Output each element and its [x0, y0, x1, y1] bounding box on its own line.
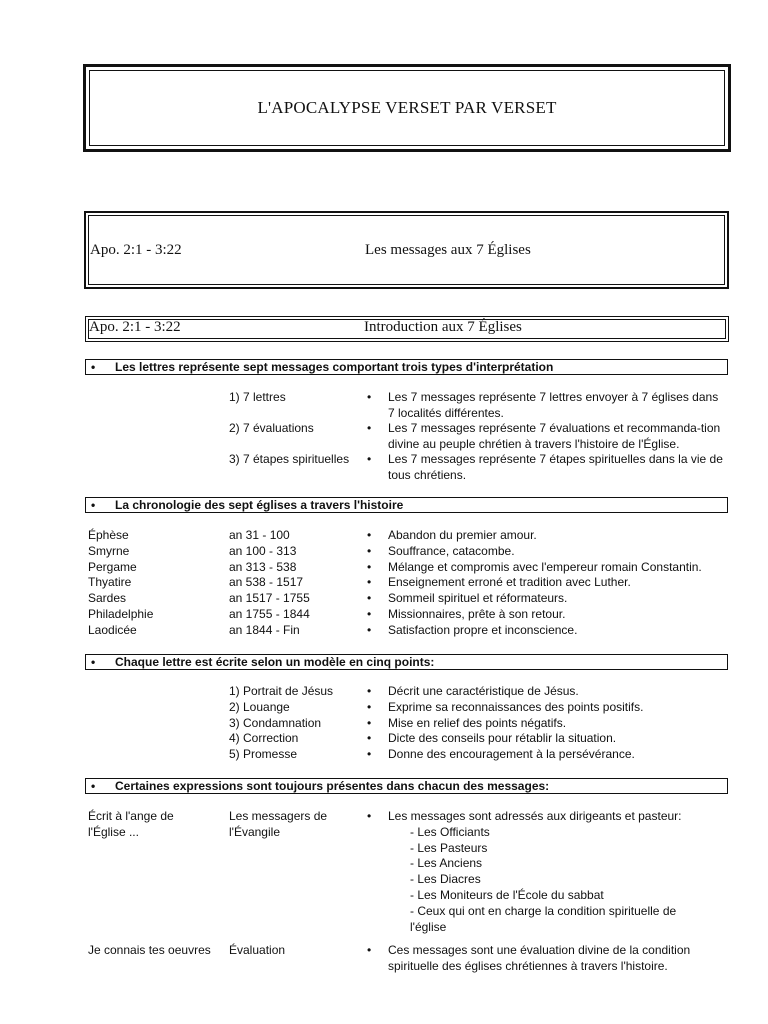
bullet: • [367, 731, 372, 745]
church-name: Sardes [88, 591, 127, 605]
bullet: • [367, 591, 372, 605]
model-point-text: Décrit une caractéristique de Jésus. [388, 684, 579, 698]
intro-box [85, 316, 729, 342]
section-heading-interpretation: • Les lettres représente sept messages comportant trois types d'interprétation [85, 359, 728, 375]
bullet: • [91, 360, 96, 374]
bullet: • [367, 544, 372, 558]
church-description: Abandon du premier amour. [388, 528, 537, 542]
intro-subject: Introduction aux 7 Églises [364, 319, 522, 335]
bullet: • [91, 779, 96, 793]
bullet: • [367, 716, 372, 730]
church-period: an 1844 - Fin [229, 623, 300, 637]
model-point-label: 5) Promesse [229, 747, 298, 761]
bullet: • [367, 943, 372, 957]
recipient-item: - Les Anciens [410, 856, 483, 871]
interpretation-text: Les 7 messages représente 7 évaluations et recommanda-tion divine au peuple chrétien à travers l'histoire de l'Église. [388, 421, 721, 451]
section-heading-chronology: • La chronologie des sept églises a travers l'histoire [85, 497, 728, 513]
bullet: • [367, 575, 372, 589]
church-name: Philadelphie [88, 607, 154, 621]
interpretation-text: Les 7 messages représente 7 étapes spirituelles dans la vie de tous chrétiens. [388, 452, 723, 482]
church-description: Satisfaction propre et inconscience. [388, 623, 578, 637]
recipient-item: - Les Moniteurs de l'École du sabbat [410, 887, 604, 902]
church-description: Enseignement erroné et tradition avec Luther. [388, 575, 631, 589]
church-name: Laodicée [88, 623, 137, 637]
expression-phrase: Écrit à l'ange de [88, 809, 174, 823]
church-name: Éphèse [88, 528, 129, 542]
church-period: an 31 - 100 [229, 528, 290, 542]
church-period: an 313 - 538 [229, 560, 297, 574]
recipient-item: - Ceux qui ont en charge la condition spirituelle de l'église [410, 903, 677, 934]
bullet: • [367, 560, 372, 574]
church-period: an 1517 - 1755 [229, 591, 310, 605]
model-point-text: Donne des encouragement à la persévérance. [388, 747, 635, 761]
bullet: • [367, 390, 372, 404]
recipient-item: - Les Officiants [410, 824, 490, 839]
recipient-item: - Les Pasteurs [410, 840, 488, 855]
intro-verse: Apo. 2:1 - 3:22 [89, 319, 181, 335]
model-point-label: 4) Correction [229, 731, 299, 745]
church-period: an 1755 - 1844 [229, 607, 310, 621]
document-title: L'APOCALYPSE VERSET PAR VERSET [89, 70, 725, 146]
recipient-item: - Les Diacres [410, 872, 481, 887]
interpretation-label: 1) 7 lettres [229, 390, 286, 404]
church-name: Smyrne [88, 544, 130, 558]
bullet: • [367, 421, 372, 435]
section-heading-model: • Chaque lettre est écrite selon un modèle en cinq points: [85, 654, 728, 670]
church-name: Pergame [88, 560, 137, 574]
title-box [83, 64, 731, 152]
bullet: • [91, 498, 96, 512]
reference-box [84, 211, 729, 289]
reference-verse: Apo. 2:1 - 3:22 [90, 242, 182, 258]
expression-meaning: l'Évangile [229, 825, 280, 839]
church-description: Missionnaires, prête à son retour. [388, 607, 566, 621]
interpretation-label: 3) 7 étapes spirituelles [229, 452, 350, 466]
bullet: • [367, 623, 372, 637]
interpretation-label: 2) 7 évaluations [229, 421, 314, 435]
bullet: • [367, 700, 372, 714]
model-point-label: 1) Portrait de Jésus [229, 684, 334, 698]
expression-meaning: Les messagers de [229, 809, 328, 823]
church-name: Thyatire [88, 575, 132, 589]
church-description: Sommeil spirituel et réformateurs. [388, 591, 568, 605]
model-point-text: Dicte des conseils pour rétablir la situation. [388, 731, 617, 745]
model-point-label: 2) Louange [229, 700, 290, 714]
model-point-label: 3) Condamnation [229, 716, 322, 730]
church-period: an 538 - 1517 [229, 575, 304, 589]
model-point-text: Exprime sa reconnaissances des points positifs. [388, 700, 644, 714]
expression-phrase: l'Église ... [88, 825, 139, 839]
church-period: an 100 - 313 [229, 544, 297, 558]
bullet: • [367, 684, 372, 698]
bullet: • [367, 607, 372, 621]
expression-text: Les messages sont adressés aux dirigeants et pasteur: - Les Officiants - Les Pasteurs - Les Anciens - Les Diacres - Les Moniteurs de l'École du sabbat - Ceux qui ont en charge la condition spirituelle de l'église [388, 809, 728, 935]
reference-subject: Les messages aux 7 Églises [365, 242, 531, 258]
section-heading-expressions: • Certaines expressions sont toujours présentes dans chacun des messages: [85, 778, 728, 794]
interpretation-text: Les 7 messages représente 7 lettres envoyer à 7 églises dans 7 localités différentes. [388, 390, 719, 420]
bullet: • [367, 528, 372, 542]
bullet: • [367, 809, 372, 823]
expression-meaning: Évaluation [229, 943, 286, 957]
expression-phrase: Je connais tes oeuvres [88, 943, 211, 957]
expression-text: Ces messages sont une évaluation divine de la condition spirituelle des églises chrétiennes à travers l'histoire. [388, 943, 691, 973]
church-description: Souffrance, catacombe. [388, 544, 515, 558]
bullet: • [367, 747, 372, 761]
model-point-text: Mise en relief des points négatifs. [388, 716, 567, 730]
bullet: • [91, 655, 96, 669]
church-description: Mélange et compromis avec l'empereur romain Constantin. [388, 560, 702, 574]
bullet: • [367, 452, 372, 466]
